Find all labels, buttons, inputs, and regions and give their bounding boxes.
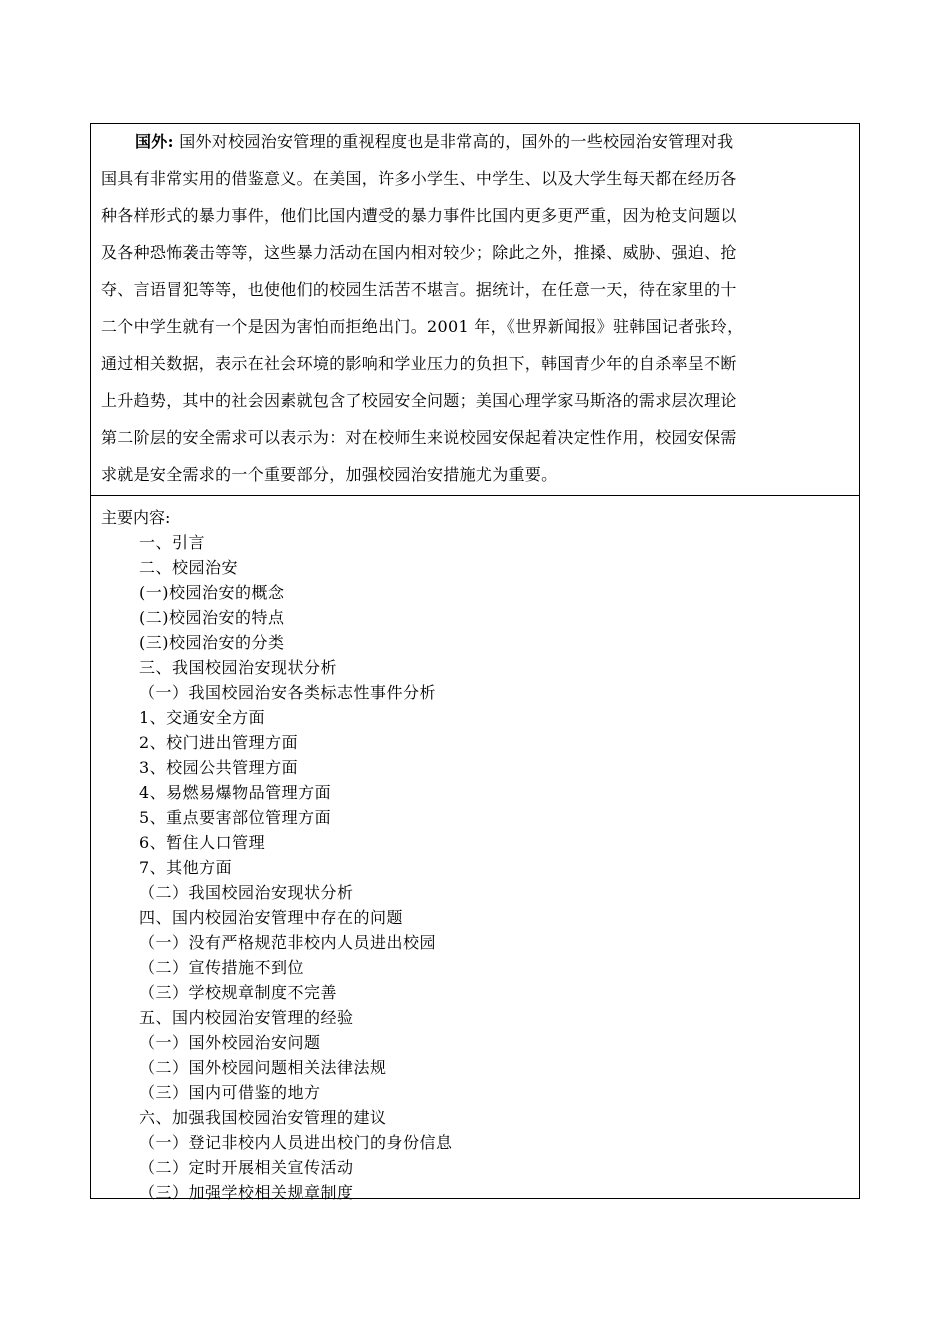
foreign-line-2: 国具有非常实用的借鉴意义。在美国，许多小学生、中学生、以及大学生每天都在经历各 — [101, 169, 737, 188]
toc-item: 六、加强我国校园治安管理的建议 — [139, 1108, 387, 1127]
document-table — [90, 123, 860, 1202]
toc-item: （三）学校规章制度不完善 — [139, 983, 338, 1002]
toc-item: 一、引言 — [139, 533, 206, 552]
main-content-section — [91, 496, 859, 1200]
toc-item: （二）国外校园问题相关法律法规 — [139, 1058, 387, 1077]
toc-item: （一）我国校园治安各类标志性事件分析 — [139, 683, 437, 702]
toc-item: (三)校园治安的分类 — [139, 633, 285, 652]
toc-item: （三）国内可借鉴的地方 — [139, 1083, 321, 1102]
toc-item: (一)校园治安的概念 — [139, 583, 285, 602]
foreign-line-7: 通过相关数据，表示在社会环境的影响和学业压力的负担下，韩国青少年的自杀率呈不断 — [101, 354, 737, 373]
toc-item: 7、其他方面 — [139, 858, 233, 877]
toc-item: （一）登记非校内人员进出校门的身份信息 — [139, 1133, 453, 1152]
toc-item: 四、国内校园治安管理中存在的问题 — [139, 908, 404, 927]
foreign-line-6: 二个中学生就有一个是因为害怕而拒绝出门。2001 年，《世界新闻报》驻韩国记者张玲， — [101, 317, 744, 336]
toc-item: （一）没有严格规范非校内人员进出校园 — [139, 933, 437, 952]
foreign-line-8: 上升趋势，其中的社会因素就包含了校园安全问题；美国心理学家马斯洛的需求层次理论 — [101, 391, 737, 410]
toc-item: 5、重点要害部位管理方面 — [139, 808, 332, 827]
foreign-line-10: 求就是安全需求的一个重要部分，加强校园治安措施尤为重要。 — [101, 465, 558, 484]
toc-item: （三）加强学校相关规章制度 — [139, 1183, 354, 1202]
toc-item: 五、国内校园治安管理的经验 — [139, 1008, 354, 1027]
foreign-line-5: 夺、言语冒犯等等，也使他们的校园生活苦不堪言。据统计，在任意一天，待在家里的十 — [101, 280, 737, 299]
toc-item: 4、易燃易爆物品管理方面 — [139, 783, 332, 802]
foreign-line-3: 种各样形式的暴力事件，他们比国内遭受的暴力事件比国内更多更严重，因为枪支问题以 — [101, 206, 737, 225]
toc-item: （一）国外校园治安问题 — [139, 1033, 321, 1052]
toc-item: 三、我国校园治安现状分析 — [139, 658, 338, 677]
toc-item: 二、校园治安 — [139, 558, 239, 577]
toc-item: （二）定时开展相关宣传活动 — [139, 1158, 354, 1177]
foreign-section — [91, 124, 859, 496]
foreign-line-9: 第二阶层的安全需求可以表示为：对在校师生来说校园安保起着决定性作用，校园安保需 — [101, 428, 737, 447]
foreign-line-1: 国外: 国外对校园治安管理的重视程度也是非常高的，国外的一些校园治安管理对我 — [135, 132, 734, 151]
toc-item: （二）宣传措施不到位 — [139, 958, 305, 977]
toc-item: 1、交通安全方面 — [139, 708, 266, 727]
toc-item: 6、暂住人口管理 — [139, 833, 266, 852]
foreign-label: 国外: — [135, 132, 174, 151]
toc-item: （二）我国校园治安现状分析 — [139, 883, 354, 902]
main-content-title: 主要内容: — [101, 508, 171, 527]
foreign-line-4: 及各种恐怖袭击等等，这些暴力活动在国内相对较少；除此之外，推搡、威胁、强迫、抢 — [101, 243, 737, 262]
toc-item: 3、校园公共管理方面 — [139, 758, 299, 777]
toc-item: (二)校园治安的特点 — [139, 608, 285, 627]
toc-item: 2、校门进出管理方面 — [139, 733, 299, 752]
